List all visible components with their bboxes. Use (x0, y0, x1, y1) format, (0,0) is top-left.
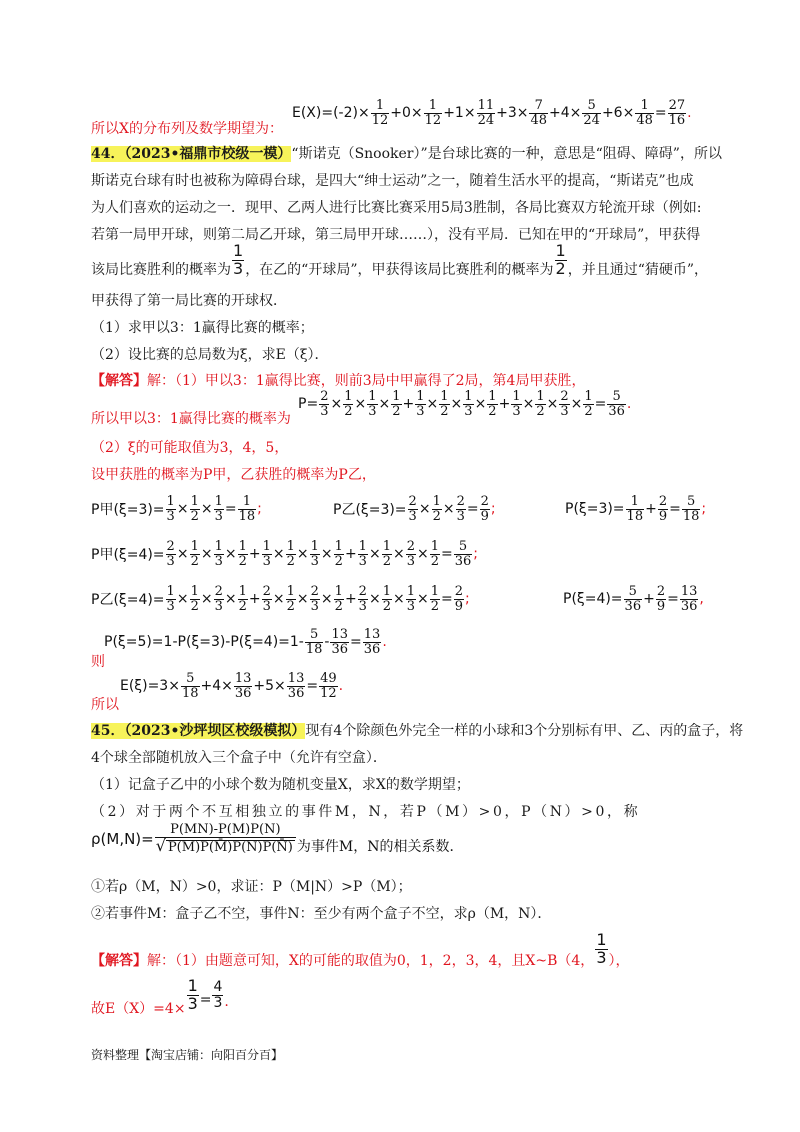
answer-45-line1: 【解答】 解：（1）由题意可知，X的可能的取值为0，1，2，3，4，且X~B（4， $\frac{1}{3}$ ）， (91, 929, 630, 969)
question-part: ①若ρ（M，N）>0，求证：P（M|N）>P（M）； (91, 879, 412, 895)
question-44-header (91, 143, 722, 163)
answer-text: 解：（1）甲以3：1赢得比赛，则前3局中甲赢得了2局，第4局甲获胜， (147, 373, 586, 389)
p-jia-xi4: P甲(ξ=4)= $\frac{2}{3}$ × $\frac{1}{2}$ × $\frac{1}{3}$ × $\frac{1}{2}$ + $\frac{1}{3}$ × $\frac{1}{2}$ × $\frac{1}{3}$ × $\frac{1}{2}$ + $\frac{1}{3}$ × $\frac{1}{2}$ × $\frac{2}{3}$ × $\frac{1}{2}$ = $\frac{5}{36}$ ; (91, 539, 478, 569)
answer-tag: 【解答】 (91, 953, 147, 969)
prob-formula: P= $\frac{2}{3}$ × $\frac{1}{2}$ × $\frac{1}{3}$ × $\frac{1}{2}$ + $\frac{1}{3}$ × $\frac{1}{2}$ × $\frac{1}{3}$ × $\frac{1}{2}$ + $\frac{1}{3}$ × $\frac{1}{2}$ × $\frac{2}{3}$ × $\frac{1}{2}$ = $\frac{5}{36}$ . (298, 389, 632, 419)
p-jia-xi3: P甲(ξ=3)= $\frac{1}{3}$ × $\frac{1}{2}$ × $\frac{1}{3}$ = $\frac{1}{18}$ ; (91, 494, 262, 524)
question-text: ，在乙的“开球局”，甲获得该局比赛胜利的概率为 (245, 262, 554, 278)
answer-text: 解：（1）由题意可知，X的可能的取值为0，1，2，3，4，且X~B（4， (147, 953, 595, 969)
answer-tag: 【解答】 (91, 373, 147, 389)
formula-text: E(X)=(-2)× (292, 105, 370, 122)
question-part: （1）记盒子乙中的小球个数为随机变量X，求X的数学期望； (91, 777, 470, 793)
rho-denominator: P(M)P(M̄)P(N)P(N̄) (167, 839, 293, 855)
question-text: 4个球全部随机放入三个盒子中（允许有空盒）． (91, 750, 387, 766)
question-part: （2）设比赛的总局数为ξ，求E（ξ）． (91, 347, 329, 363)
answer-44-line1 (91, 370, 585, 390)
rho-numerator: P(MN)-P(M)P(N) (155, 823, 296, 838)
formula-text: +3× (496, 105, 529, 122)
question-number: 44． (91, 146, 125, 162)
p-yi-xi4: P乙(ξ=4)= $\frac{1}{3}$ × $\frac{1}{2}$ × $\frac{2}{3}$ × $\frac{1}{2}$ + $\frac{2}{3}$ × $\frac{1}{2}$ × $\frac{2}{3}$ × $\frac{1}{2}$ + $\frac{2}{3}$ × $\frac{1}{2}$ × $\frac{1}{3}$ × $\frac{1}{2}$ = $\frac{2}{9}$ ; (91, 584, 470, 614)
question-text-line5: 该局比赛胜利的概率为 $\frac{1}{3}$ ，在乙的“开球局”，甲获得该局比赛胜利的概率为 $\frac{1}{2}$ ，并且通过“猜硬币”， (91, 240, 709, 278)
answer-text: 所以 (91, 697, 119, 713)
question-45-header (91, 720, 743, 740)
answer-45-line2: 故E（X）=4× $\frac{1}{3}$ = $\frac{4}{3}$ . (91, 975, 229, 1017)
question-source: （2023•沙坪坝区校级模拟） (124, 723, 306, 739)
answer-text: （2）ξ的可能取值为3，4，5， (91, 440, 289, 456)
distribution-conclusion-label: 所以X的分布列及数学期望为： (91, 121, 283, 137)
question-text: 斯诺克台球有时也被称为障碍台球，是四大“绅士运动”之一，随着生活水平的提高，“斯诺克”也成 (91, 173, 694, 189)
formula-text: ρ(M,N)= (91, 830, 154, 848)
answer-text: 所以甲以3：1赢得比赛的概率为 (91, 411, 291, 427)
footer-credit: 资料整理【淘宝店铺：向阳百分百】 (91, 1048, 284, 1062)
question-part: （1）求甲以3：1赢得比赛的概率； (91, 320, 314, 336)
p-xi4: P(ξ=4)= $\frac{5}{36}$ + $\frac{2}{9}$ = $\frac{13}{36}$ , (563, 584, 704, 614)
formula-text: +1× (443, 105, 476, 122)
p-xi3: P(ξ=3)= $\frac{1}{18}$ + $\frac{2}{9}$ = $\frac{5}{18}$ ; (565, 494, 707, 524)
question-part: （2）对于两个不互相独立的事件M，N，若P（M）>0，P（N）>0，称 (91, 804, 641, 820)
question-number: 45． (91, 723, 125, 739)
e-xi: E(ξ)=3× $\frac{5}{18}$ +4× $\frac{13}{36}$ +5× $\frac{13}{36}$ = $\frac{49}{12}$ . (120, 671, 344, 701)
question-source: （2023•福鼎市校级一模） (124, 146, 292, 162)
formula-text: +0× (390, 105, 423, 122)
question-text: 现有4个除颜色外完全一样的小球和3个分别标有甲、乙、丙的盒子，将 (305, 723, 744, 739)
question-text: 该局比赛胜利的概率为 (91, 262, 231, 278)
formula-text: +4× (549, 105, 582, 122)
answer-text: 设甲获胜的概率为P甲，乙获胜的概率为P乙， (91, 467, 376, 483)
formula-text: . (687, 105, 692, 122)
answer-text: 则 (91, 654, 105, 670)
question-text: ，并且通过“猜硬币”， (567, 262, 709, 278)
rho-definition: ρ(M,N)= $\frac{P(MN)-P(M)P(N)}{√ P(M)P(M̄)P(N)P(N̄)}$ 为事件M，N的相关系数． (91, 822, 464, 855)
p-xi5: P(ξ=5)=1-P(ξ=3)-P(ξ=4)=1- $\frac{5}{18}$ - $\frac{13}{36}$ = $\frac{13}{36}$ . (104, 627, 387, 657)
formula-text: = (654, 105, 667, 122)
answer-text: 故E（X）=4× (91, 1001, 186, 1017)
formula-text: 为事件M，N的相关系数． (296, 839, 464, 855)
question-text: 为人们喜欢的运动之一．现甲、乙两人进行比赛比赛采用5局3胜制，各局比赛双方轮流开球（例如: (91, 200, 702, 216)
expectation-formula: E(X)=(-2)× $\frac{1}{12}$ +0× $\frac{1}{12}$ +1× $\frac{11}{24}$ +3× $\frac{7}{48}$ +4× $\frac{5}{24}$ +6× $\frac{1}{48}$ = $\frac{27}{16}$ . (292, 98, 692, 128)
answer-text: ）， (608, 953, 630, 969)
p-yi-xi3: P乙(ξ=3)= $\frac{2}{3}$ × $\frac{1}{2}$ × $\frac{2}{3}$ = $\frac{2}{9}$ ; (333, 494, 496, 524)
formula-text: +6× (601, 105, 635, 122)
question-text: 甲获得了第一局比赛的开球权． (91, 293, 287, 309)
question-text: 若第一局甲开球，则第二局乙开球，第三局甲开球……），没有平局．已知在甲的“开球局”，甲获得 (91, 227, 701, 243)
question-part: ②若事件M：盒子乙不空，事件N：至少有两个盒子不空，求ρ（M，N）． (91, 906, 552, 922)
question-text: “斯诺克（Snooker）”是台球比赛的一种，意思是“阻碍、障碍”，所以 (291, 146, 722, 162)
